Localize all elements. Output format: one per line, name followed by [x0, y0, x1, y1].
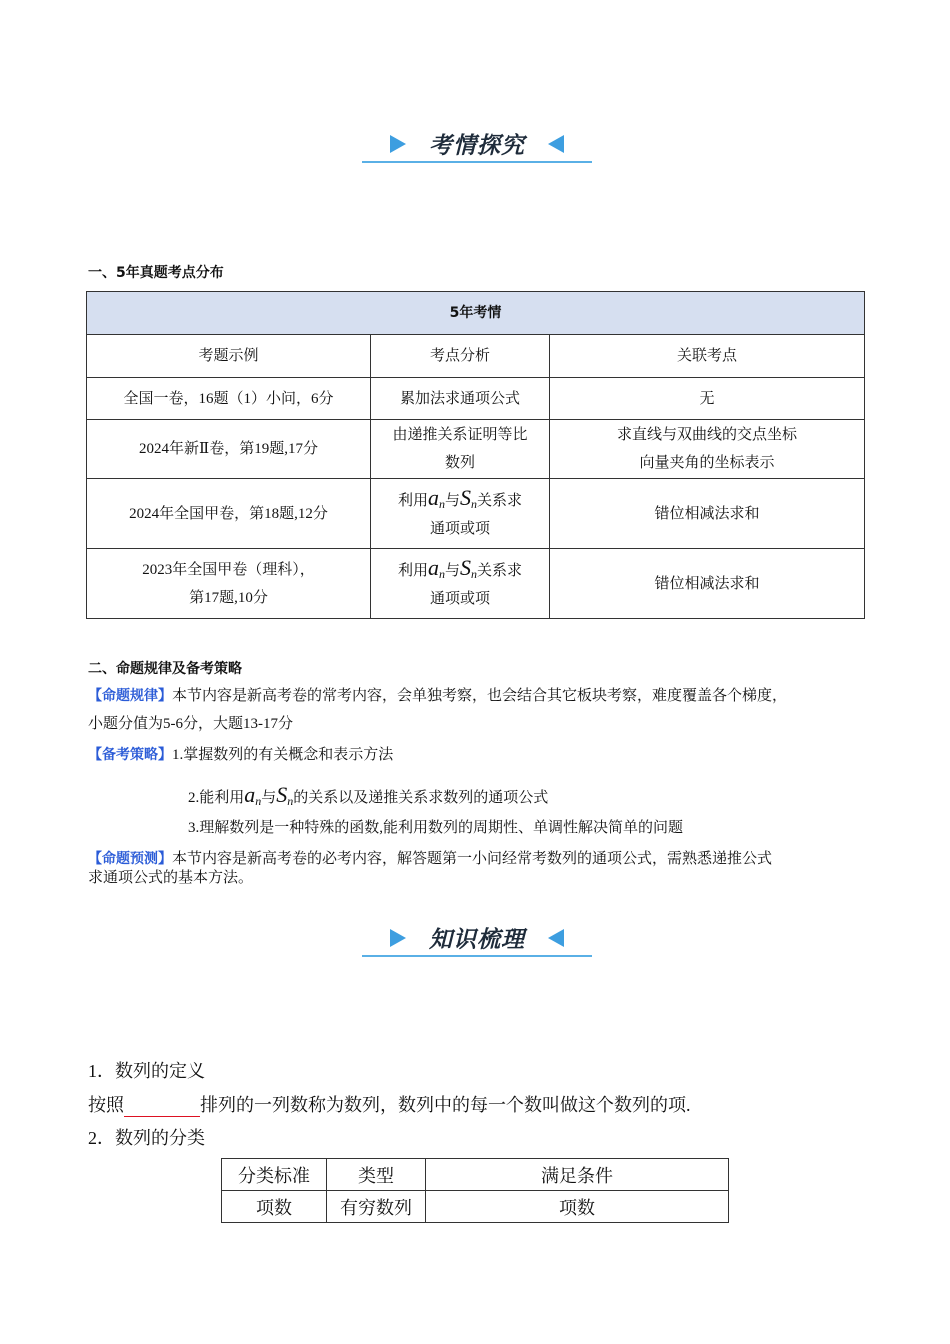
predict-tag: 【命题预测】 [88, 851, 172, 867]
banner-title: 考情探究 [429, 133, 525, 159]
exam-distribution-table [86, 291, 865, 619]
rule-paragraph [88, 682, 787, 710]
math-a: a [427, 485, 439, 510]
cls-header-type: 类型 [327, 1159, 426, 1191]
banner-title: 知识梳理 [429, 927, 525, 953]
text-and: 与 [444, 493, 460, 509]
math-s: S [460, 555, 471, 580]
math-subscript: n [471, 497, 477, 511]
knowledge-item-1: 1．数列的定义 [88, 1061, 205, 1081]
strategy-2-prefix: 2.能利用 [188, 790, 245, 806]
strategy-item-2 [188, 781, 548, 812]
math-subscript: n [471, 567, 477, 581]
rule-text-line2: 小题分值为5-6分，大题13-17分 [88, 716, 293, 732]
math-subscript: n [438, 567, 445, 581]
left-arrow-icon [548, 135, 564, 153]
text-prefix: 利用 [397, 563, 428, 579]
math-a: a [427, 555, 439, 580]
cell-example-line2: 第17题,10分 [189, 589, 268, 606]
cell-analysis-line2: 数列 [444, 455, 475, 471]
cell-related: 错位相减法求和 [550, 549, 865, 619]
cls-cell-type: 有穷数列 [327, 1191, 426, 1223]
text-and: 与 [444, 563, 460, 579]
cls-header-condition: 满足条件 [426, 1159, 729, 1191]
cls-header-standard: 分类标准 [222, 1159, 327, 1191]
cell-analysis [371, 420, 550, 479]
section-heading-strategy: 二、命题规律及备考策略 [88, 661, 242, 677]
cell-related: 错位相减法求和 [550, 479, 865, 549]
cell-example-line1: 2023年全国甲卷（理科）， [142, 561, 315, 578]
cls-cell-condition: 项数 [426, 1191, 729, 1223]
math-a: a [244, 782, 256, 807]
column-header-example: 考题示例 [87, 335, 371, 378]
cell-analysis: 累加法求通项公式 [371, 378, 550, 420]
math-s: S [276, 782, 288, 807]
strategy-tag: 【备考策略】 [88, 747, 172, 763]
text-suffix: 关系求 [477, 493, 523, 509]
column-header-analysis: 考点分析 [371, 335, 550, 378]
table-row [87, 549, 865, 619]
cell-analysis-line1 [377, 554, 543, 585]
table-row [87, 479, 865, 549]
left-arrow-icon [548, 929, 564, 947]
rule-text-line1: 本节内容是新高考卷的常考内容，会单独考察，也会结合其它板块考察，难度覆盖各个梯度， [172, 688, 788, 704]
cell-analysis-line2: 通项或项 [429, 591, 490, 607]
cell-example [87, 549, 371, 619]
cell-example: 2024年全国甲卷，第18题,12分 [87, 479, 371, 549]
strategy-2-suffix: 的关系以及递推关系求数列的通项公式 [293, 790, 549, 806]
strategy-item-3: 3.理解数列是一种特殊的函数,能利用数列的周期性、单调性解决简单的问题 [188, 820, 684, 836]
definition-suffix: 排列的一列数称为数列，数列中的每一个数叫做这个数列的项. [200, 1095, 691, 1115]
predict-text-line2: 求通项公式的基本方法。 [88, 870, 254, 886]
text-prefix: 利用 [397, 493, 428, 509]
math-subscript: n [287, 794, 294, 808]
strategy-item-1: 1.掌握数列的有关概念和表示方法 [172, 747, 394, 763]
cell-related [550, 420, 865, 479]
knowledge-item-2: 2．数列的分类 [88, 1128, 205, 1148]
cell-analysis [371, 479, 550, 549]
cell-example: 全国一卷，16题（1）小问，6分 [87, 378, 371, 420]
section-heading-distribution: 一、5年真题考点分布 [88, 265, 224, 281]
cell-analysis-line2: 通项或项 [429, 521, 490, 537]
cell-related-line1: 求直线与双曲线的交点坐标 [616, 427, 797, 443]
math-subscript: n [255, 794, 262, 808]
table-title: 5年考情 [87, 292, 865, 335]
rule-tag: 【命题规律】 [88, 688, 172, 704]
text-suffix: 关系求 [477, 563, 523, 579]
column-header-related: 关联考点 [550, 335, 865, 378]
table-row [87, 420, 865, 479]
math-subscript: n [438, 497, 445, 511]
cell-related: 无 [550, 378, 865, 420]
cell-analysis-line1 [377, 484, 543, 515]
strategy-2-and: 与 [261, 790, 277, 806]
definition-prefix: 按照 [88, 1095, 124, 1115]
section-banner-exam-analysis [362, 127, 592, 163]
banner-underline [362, 161, 592, 163]
table-row [87, 378, 865, 420]
banner-underline [362, 955, 592, 957]
strategy-paragraph [88, 741, 393, 769]
section-banner-knowledge [362, 921, 592, 957]
math-s: S [460, 485, 471, 510]
cell-example: 2024年新Ⅱ卷，第19题,17分 [87, 420, 371, 479]
definition-line [88, 1091, 691, 1117]
table-row [222, 1191, 729, 1223]
cell-analysis [371, 549, 550, 619]
cell-analysis-line1: 由递推关系证明等比 [392, 427, 528, 443]
predict-text-line1: 本节内容是新高考卷的必考内容，解答题第一小问经常考数列的通项公式，需熟悉递推公式 [172, 851, 773, 867]
sequence-classification-table [221, 1158, 729, 1223]
cell-related-line2: 向量夹角的坐标表示 [639, 455, 775, 471]
fill-blank[interactable] [124, 1096, 200, 1117]
cls-cell-standard: 项数 [222, 1191, 327, 1223]
